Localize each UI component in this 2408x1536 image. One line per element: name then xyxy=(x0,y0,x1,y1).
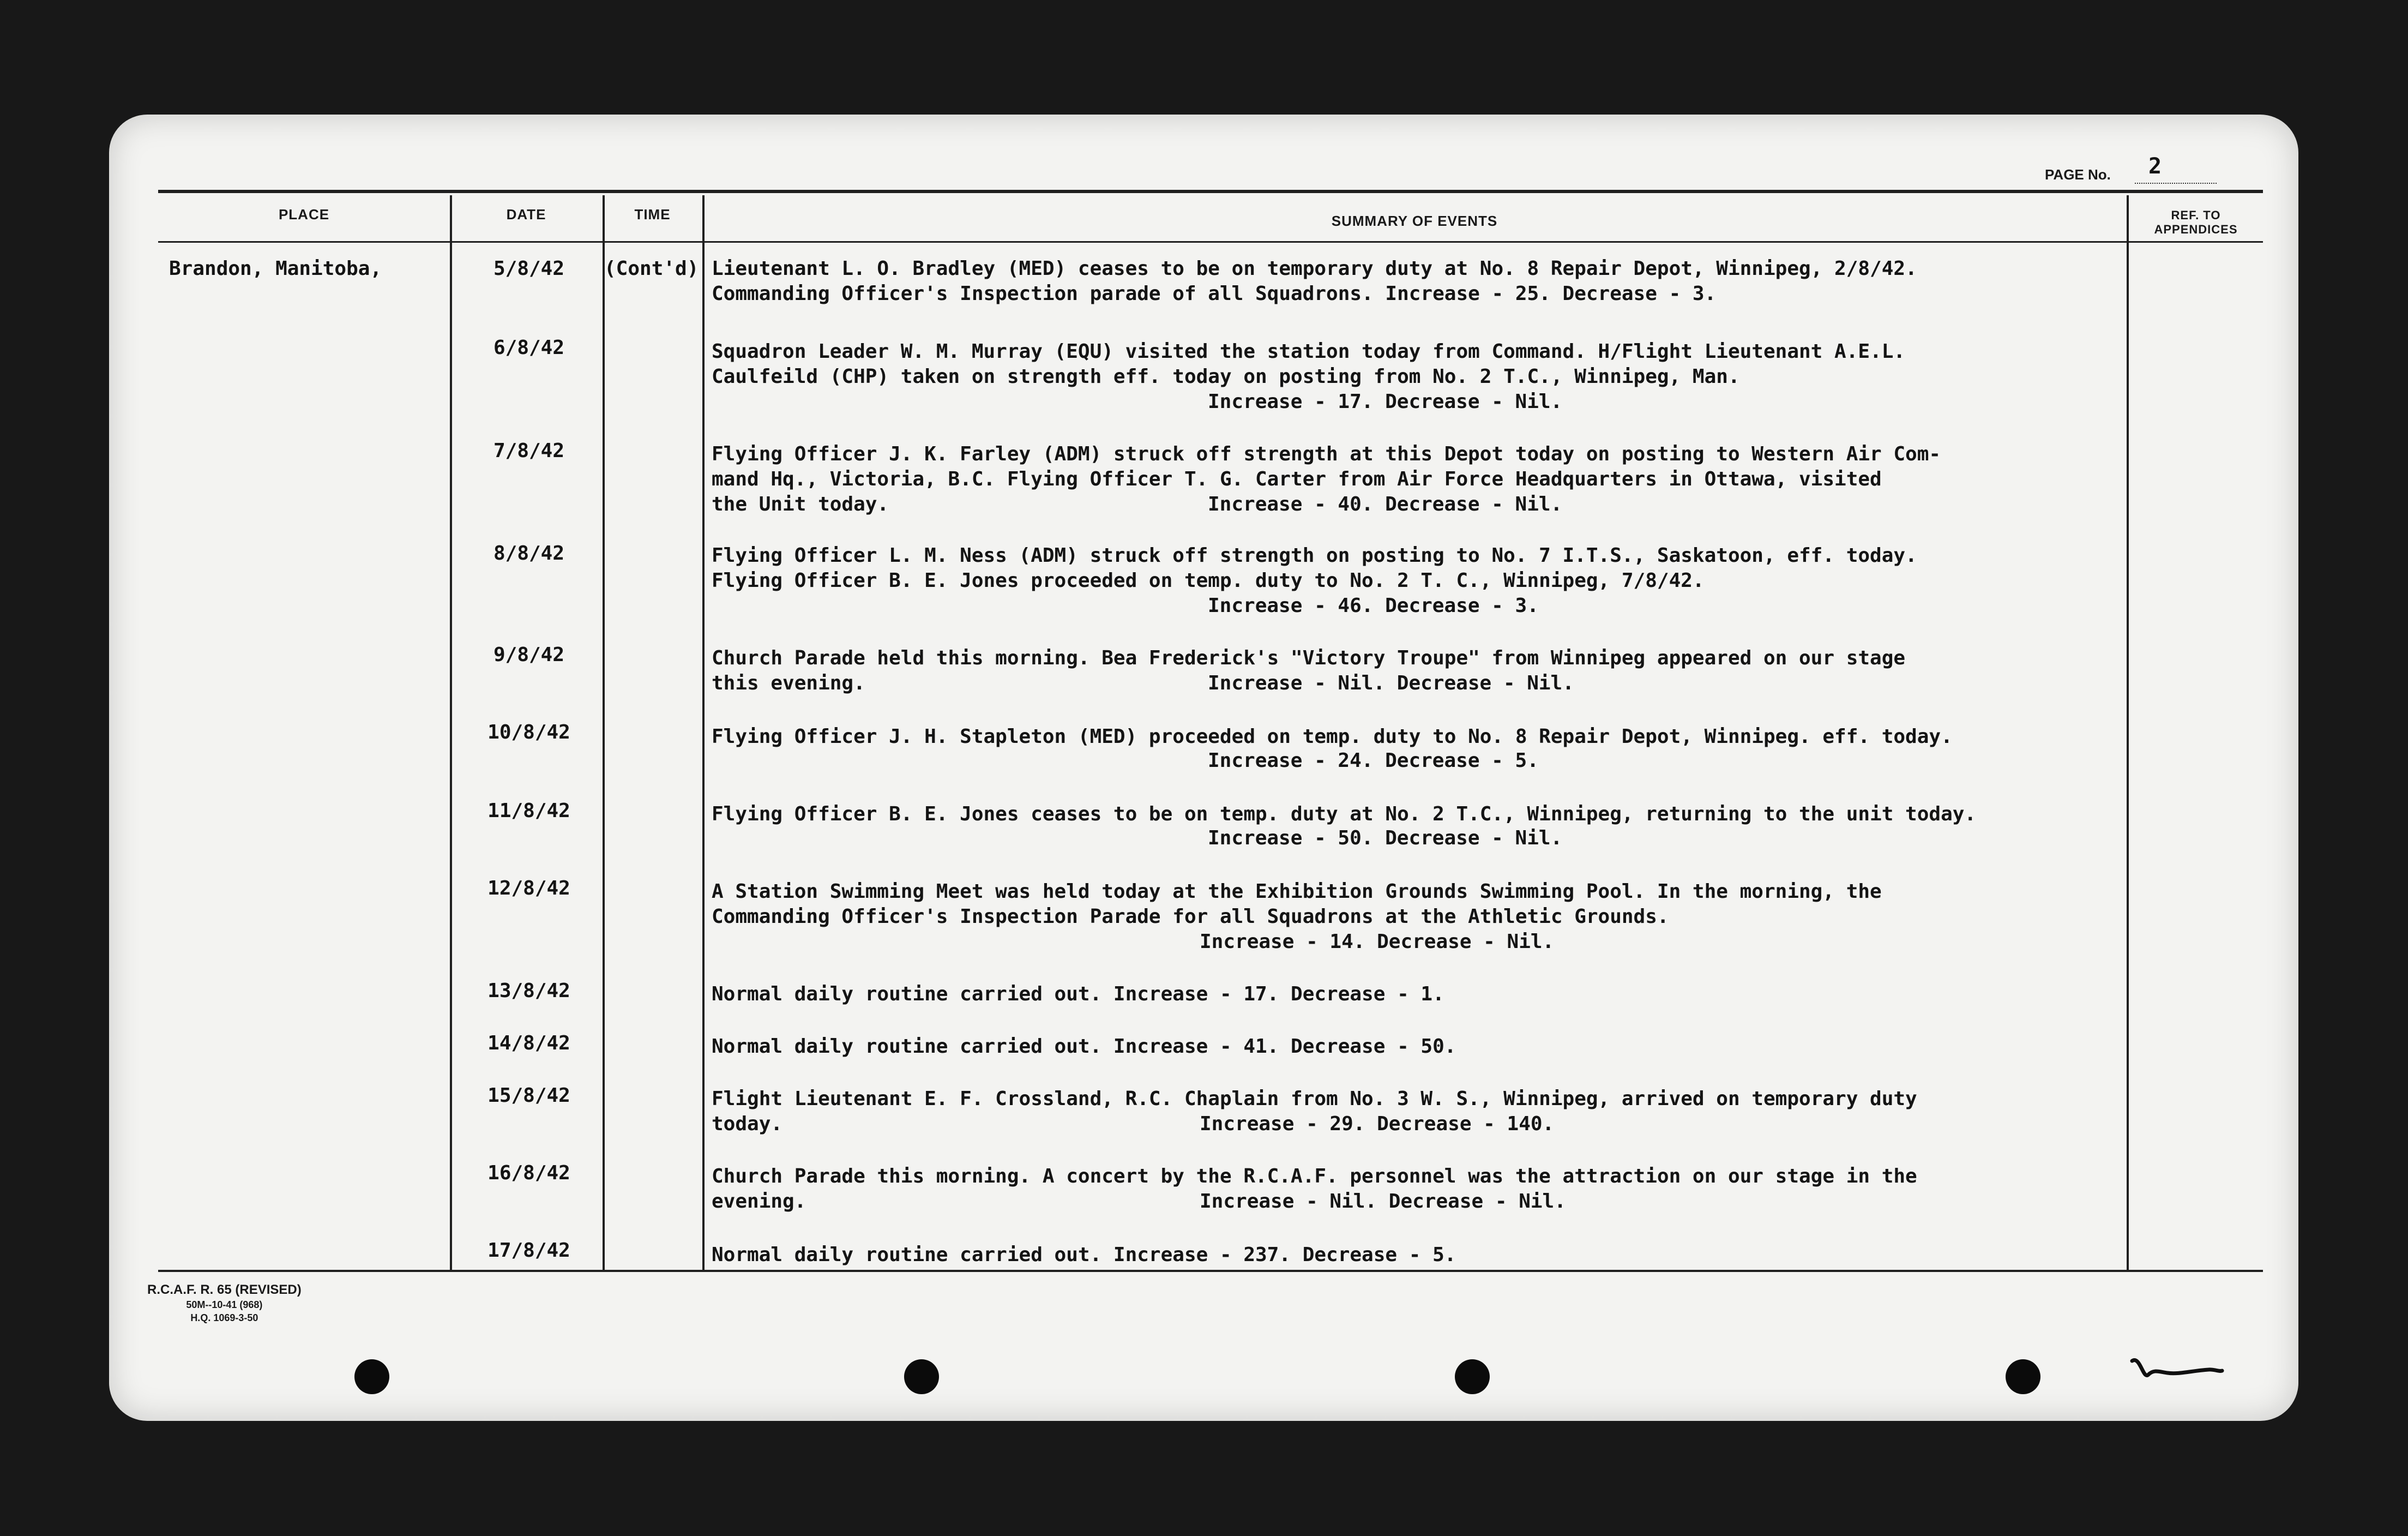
entry-strength-stats: Increase - 14. Decrease - Nil. xyxy=(1200,931,1555,953)
column-header-appendices: APPENDICES xyxy=(2154,223,2238,236)
entry-strength-stats: Increase - 17. Decrease - Nil. xyxy=(1208,391,1563,413)
entry-summary xyxy=(712,802,2108,827)
form-hq-file: H.Q. 1069-3-50 xyxy=(190,1312,258,1323)
entry-summary-line: Flying Officer J. H. Stapleton (MED) proceeded on temp. duty to No. 8 Repair Depot, Winnipeg. eff. today. xyxy=(712,725,1953,748)
entry-summary-line: Church Parade held this morning. Bea Frederick's "Victory Troupe" from Winnipeg appeared on our stage xyxy=(712,647,1906,669)
place-entry: Brandon, Manitoba, xyxy=(169,257,382,280)
entry-strength-stats: Increase - 40. Decrease - Nil. xyxy=(1208,493,1563,515)
entry-strength-stats: Increase - Nil. Decrease - Nil. xyxy=(1208,672,1574,694)
entry-date: 15/8/42 xyxy=(487,1084,570,1107)
entry-summary xyxy=(712,879,2108,929)
entry-summary-line: Commanding Officer's Inspection Parade for all Squadrons at the Athletic Grounds. xyxy=(712,905,1669,928)
entry-summary xyxy=(712,256,2108,307)
form-print-run: 50M--10-41 (968) xyxy=(186,1299,263,1310)
entry-strength-stats: Increase - 46. Decrease - 3. xyxy=(1208,595,1539,617)
entry-date: 14/8/42 xyxy=(487,1032,570,1054)
entry-summary-line: Flying Officer J. K. Farley (ADM) struck off strength at this Depot today on posting to Western Air Com- xyxy=(712,443,1941,465)
entry-summary xyxy=(712,339,2108,389)
entry-date: 7/8/42 xyxy=(493,440,565,462)
punch-hole xyxy=(2006,1359,2040,1394)
diary-page xyxy=(109,115,2298,1421)
page-number-label: PAGE No. xyxy=(2045,166,2111,183)
entry-summary-line: Flying Officer B. E. Jones proceeded on temp. duty to No. 2 T. C., Winnipeg, 7/8/42. xyxy=(712,569,1705,592)
entry-summary-line: Squadron Leader W. M. Murray (EQU) visited the station today from Command. H/Flight Lieutenant A.E.L. xyxy=(712,340,1906,363)
entry-date: 5/8/42 xyxy=(493,257,565,280)
column-header-time: TIME xyxy=(634,206,671,223)
table-bottom-rule xyxy=(158,1270,2263,1272)
entry-date: 13/8/42 xyxy=(487,980,570,1002)
entry-summary xyxy=(712,1034,2108,1059)
punch-hole xyxy=(904,1359,939,1394)
header-top-rule xyxy=(158,190,2263,193)
entry-summary-line: Normal daily routine carried out. Increase - 41. Decrease - 50. xyxy=(712,1035,1456,1058)
entry-strength-stats: Increase - 24. Decrease - 5. xyxy=(1208,749,1539,772)
column-divider-place-date xyxy=(450,195,452,1271)
entry-summary-line: Flight Lieutenant E. F. Crossland, R.C. Chaplain from No. 3 W. S., Winnipeg, arrived on temporary duty xyxy=(712,1088,1917,1110)
form-identifier xyxy=(147,1282,302,1324)
entry-summary-line: Church Parade this morning. A concert by the R.C.A.F. personnel was the attraction on our stage in the xyxy=(712,1165,1917,1187)
entry-summary-line: Flying Officer B. E. Jones ceases to be on temp. duty at No. 2 T.C., Winnipeg, returning to the unit today. xyxy=(712,803,1977,825)
entry-summary-line: A Station Swimming Meet was held today at the Exhibition Grounds Swimming Pool. In the morning, the xyxy=(712,880,1882,903)
entry-summary xyxy=(712,982,2108,1007)
entry-date: 17/8/42 xyxy=(487,1239,570,1262)
punch-hole xyxy=(1455,1359,1490,1394)
column-header-date: DATE xyxy=(506,206,546,223)
entry-summary xyxy=(712,543,2108,593)
entry-summary-line: the Unit today. xyxy=(712,493,889,515)
column-divider-date-time xyxy=(603,195,605,1271)
column-header-summary: SUMMARY OF EVENTS xyxy=(1331,213,1498,229)
handwritten-initials-icon xyxy=(2127,1350,2225,1388)
column-header-place: PLACE xyxy=(278,206,330,223)
entry-strength-stats: Increase - 29. Decrease - 140. xyxy=(1200,1113,1555,1135)
entry-summary-line: Normal daily routine carried out. Increase - 17. Decrease - 1. xyxy=(712,983,1444,1005)
entry-summary-line: today. xyxy=(712,1113,783,1135)
header-bottom-rule xyxy=(158,241,2263,243)
entry-summary-line: Lieutenant L. O. Bradley (MED) ceases to be on temporary duty at No. 8 Repair Depot, Winnipeg, 2/8/42. xyxy=(712,257,1917,280)
entry-summary-line: Commanding Officer's Inspection parade of all Squadrons. Increase - 25. Decrease - 3. xyxy=(712,283,1717,305)
entry-date: 6/8/42 xyxy=(493,337,565,359)
entry-summary xyxy=(712,1243,2108,1268)
entry-date: 11/8/42 xyxy=(487,800,570,822)
column-divider-summary-ref xyxy=(2127,195,2129,1271)
entry-date: 9/8/42 xyxy=(493,644,565,666)
entry-strength-stats: Increase - Nil. Decrease - Nil. xyxy=(1200,1190,1566,1213)
entry-strength-stats: Increase - 50. Decrease - Nil. xyxy=(1208,827,1563,849)
entry-summary-line: Caulfeild (CHP) taken on strength eff. today on posting from No. 2 T.C., Winnipeg, Man. xyxy=(712,365,1740,388)
page-number-underline xyxy=(2135,183,2217,184)
entry-summary-line: mand Hq., Victoria, B.C. Flying Officer T. G. Carter from Air Force Headquarters in Ottawa, visited xyxy=(712,468,1882,490)
column-header-ref-to: REF. TO xyxy=(2171,208,2221,222)
form-number: R.C.A.F. R. 65 (REVISED) xyxy=(147,1282,302,1297)
page-number-value: 2 xyxy=(2148,154,2162,179)
entry-summary xyxy=(712,724,2108,749)
entry-summary-line: this evening. xyxy=(712,672,865,694)
entry-summary-line: Normal daily routine carried out. Increase - 237. Decrease - 5. xyxy=(712,1244,1456,1266)
column-divider-time-summary xyxy=(702,195,705,1271)
entry-date: 8/8/42 xyxy=(493,542,565,565)
entry-summary-line: evening. xyxy=(712,1190,806,1213)
entry-date: 12/8/42 xyxy=(487,877,570,899)
entry-date: 10/8/42 xyxy=(487,721,570,743)
entry-date: 16/8/42 xyxy=(487,1162,570,1184)
entry-summary-line: Flying Officer L. M. Ness (ADM) struck off strength on posting to No. 7 I.T.S., Saskatoon, eff. today. xyxy=(712,544,1917,567)
time-entry: (Cont'd) xyxy=(604,257,699,280)
punch-hole xyxy=(354,1359,389,1394)
